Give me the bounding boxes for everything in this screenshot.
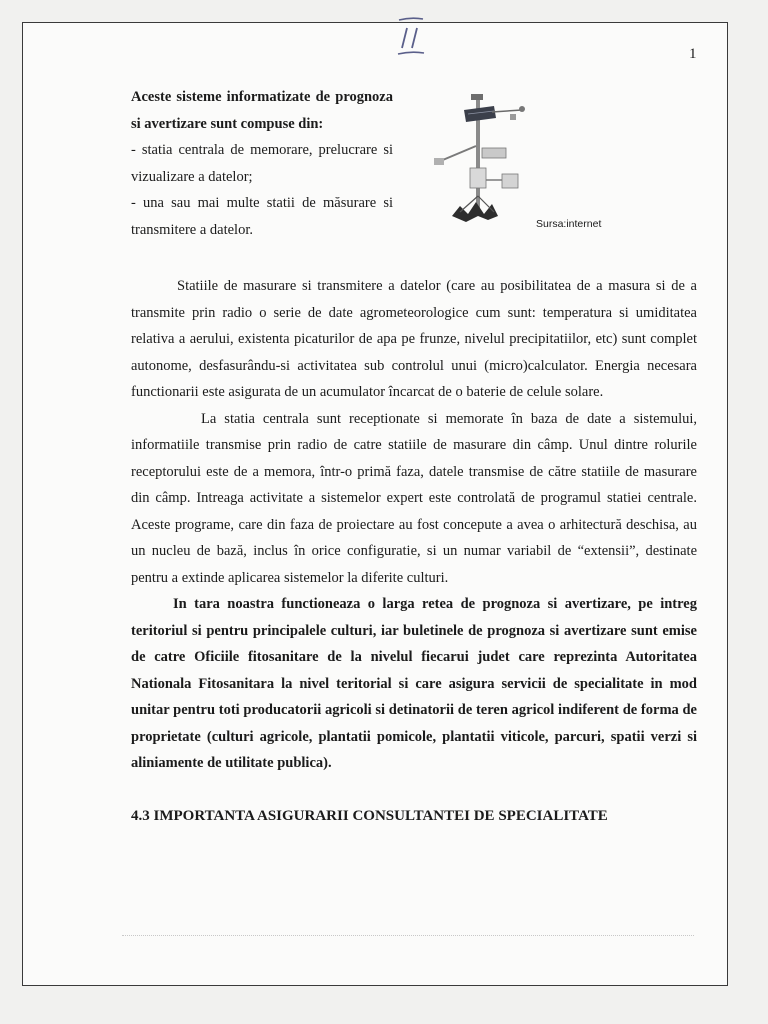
intro-item-2: - una sau mai multe statii de măsurare si transmitere a datelor. — [131, 195, 393, 238]
section-heading: 4.3 IMPORTANTA ASIGURARII CONSULTANTEI DE SPECIALITATE — [131, 808, 608, 824]
body-text — [131, 273, 697, 777]
paragraph-retea-prognoza: In tara noastra functioneaza o larga retea de prognoza si avertizare, pe intreg teritoriul si pentru principalele culturi, iar buletinele de prognoza si avertizare sunt emise de catre Oficiile fitosanitare de la nivelul fiecarui judet care reprezinta Autoritatea Nationala Fitosanitara la nivel teritorial si care asigura servicii de specialitate in mod unitar pentru toti producatorii agricoli si detinatorii de teren agricol indiferent de forma de proprietate (culturi agricole, plantatii pomicole, plantatii viticole, parcuri, spatii verzi si aliniamente de utilitate publica). — [131, 596, 697, 771]
weather-station-image — [430, 88, 540, 228]
intro-item-1: - statia centrala de memorare, prelucrare si vizualizare a datelor; — [131, 142, 393, 185]
figure-caption: Sursa:internet — [536, 218, 602, 230]
footer-divider — [122, 935, 694, 936]
handwritten-mark — [393, 14, 433, 67]
intro-block — [131, 84, 393, 243]
paragraph-statii-masurare: Statiile de masurare si transmitere a datelor (care au posibilitatea de a masura si de a transmite prin radio o serie de date agrometeorologice cum sunt: temperatura si umiditatea relativa a aerului, existenta picaturilor de apa pe frunze, nivelul precipitatiilor, etc) sunt complet autonome, desfasurându-si activitatea sub controlul unui (micro)calculator. Energia necesara functionarii este asigurata de un acumulator încarcat de o baterie de celule solare. — [131, 278, 697, 400]
paragraph-statia-centrala: La statia centrala sunt receptionate si memorate în baza de date a sistemului, informatiile transmise prin radio de catre statiile de masurare din câmp. Unul dintre rolurile receptorului este de a memora, într-o primă faza, datele transmise de către statiile de masurare din câmp. Intreaga activitate a sistemelor expert este controlată de programul statiei centrale. Aceste programe, care din faza de proiectare au fost concepute a avea o arhitectură deschisa, au un nucleu de bază, inclus în orice configuratie, si un numar variabil de “extensii”, destinate pentru a extinde aplicarea sistemelor la diferite culturi. — [131, 410, 697, 586]
intro-heading: Aceste sisteme informatizate de prognoza si avertizare sunt compuse din: — [131, 89, 393, 132]
page-number: 1 — [689, 46, 697, 62]
